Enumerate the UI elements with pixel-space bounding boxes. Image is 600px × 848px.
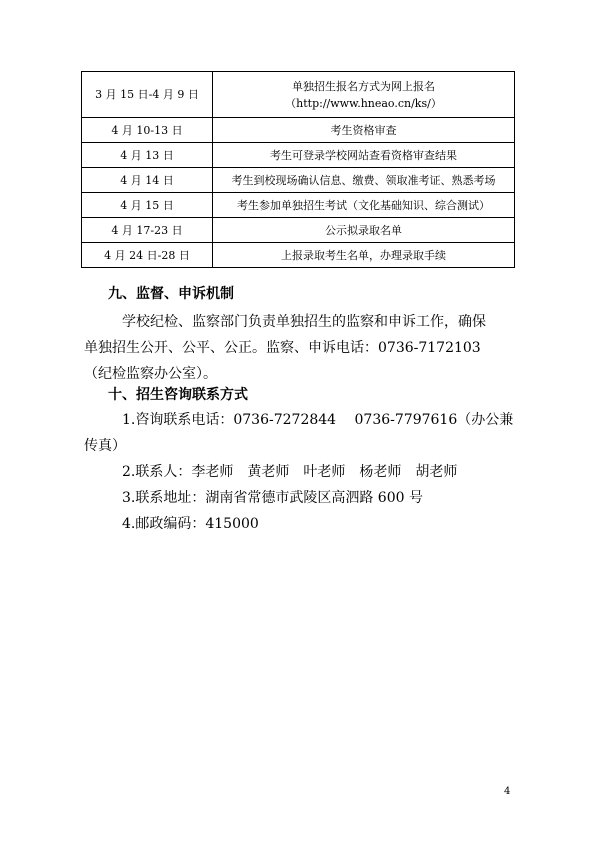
page-number: 4 [504,786,511,797]
contact-persons: 2.联系人：李老师 黄老师 叶老师 杨老师 胡老师 [122,464,458,480]
schedule-date: 4 月 10-13 日 [82,118,213,143]
contact-address: 3.联系地址：湖南省常德市武陵区高泗路 600 号 [122,490,423,506]
table-row [82,143,515,168]
section-9-heading: 九、监督、申诉机制 [108,286,234,302]
schedule-event-line: 单独招生报名方式为网上报名 [292,79,435,93]
schedule-date: 4 月 13 日 [82,143,213,168]
schedule-date: 4 月 14 日 [82,168,213,193]
schedule-date: 3 月 15 日-4 月 9 日 [82,72,213,118]
schedule-event [213,72,515,118]
contact-phone-continued: 传真） [84,438,126,454]
section-10-heading: 十、招生咨询联系方式 [108,387,248,403]
schedule-event: 公示拟录取名单 [213,218,515,243]
table-row [82,243,515,268]
schedule-date: 4 月 24 日-28 日 [82,243,213,268]
table-row [82,193,515,218]
table-row [82,168,515,193]
schedule-event: 考生资格审查 [213,118,515,143]
schedule-event: 考生参加单独招生考试（文化基础知识、综合测试） [213,193,515,218]
section-9-line: 单独招生公开、公平、公正。监察、申诉电话：0736-7172103 [84,340,481,356]
schedule-table [81,71,515,268]
table-row [82,118,515,143]
section-9-line: 学校纪检、监察部门负责单独招生的监察和申诉工作，确保 [122,314,486,330]
postal-code: 4.邮政编码：415000 [122,516,259,532]
table-row [82,218,515,243]
schedule-event: 考生可登录学校网站查看资格审查结果 [213,143,515,168]
schedule-event: 考生到校现场确认信息、缴费、领取准考证、熟悉考场 [213,168,515,193]
contact-phone: 1.咨询联系电话：0736-7272844 0736-7797616（办公兼 [122,412,514,428]
schedule-event: 上报录取考生名单，办理录取手续 [213,243,515,268]
registration-url: （http://www.hneao.cn/ks/） [285,96,442,110]
section-9-line: （纪检监察办公室）。 [84,366,217,382]
table-row [82,72,515,118]
schedule-date: 4 月 17-23 日 [82,218,213,243]
schedule-date: 4 月 15 日 [82,193,213,218]
